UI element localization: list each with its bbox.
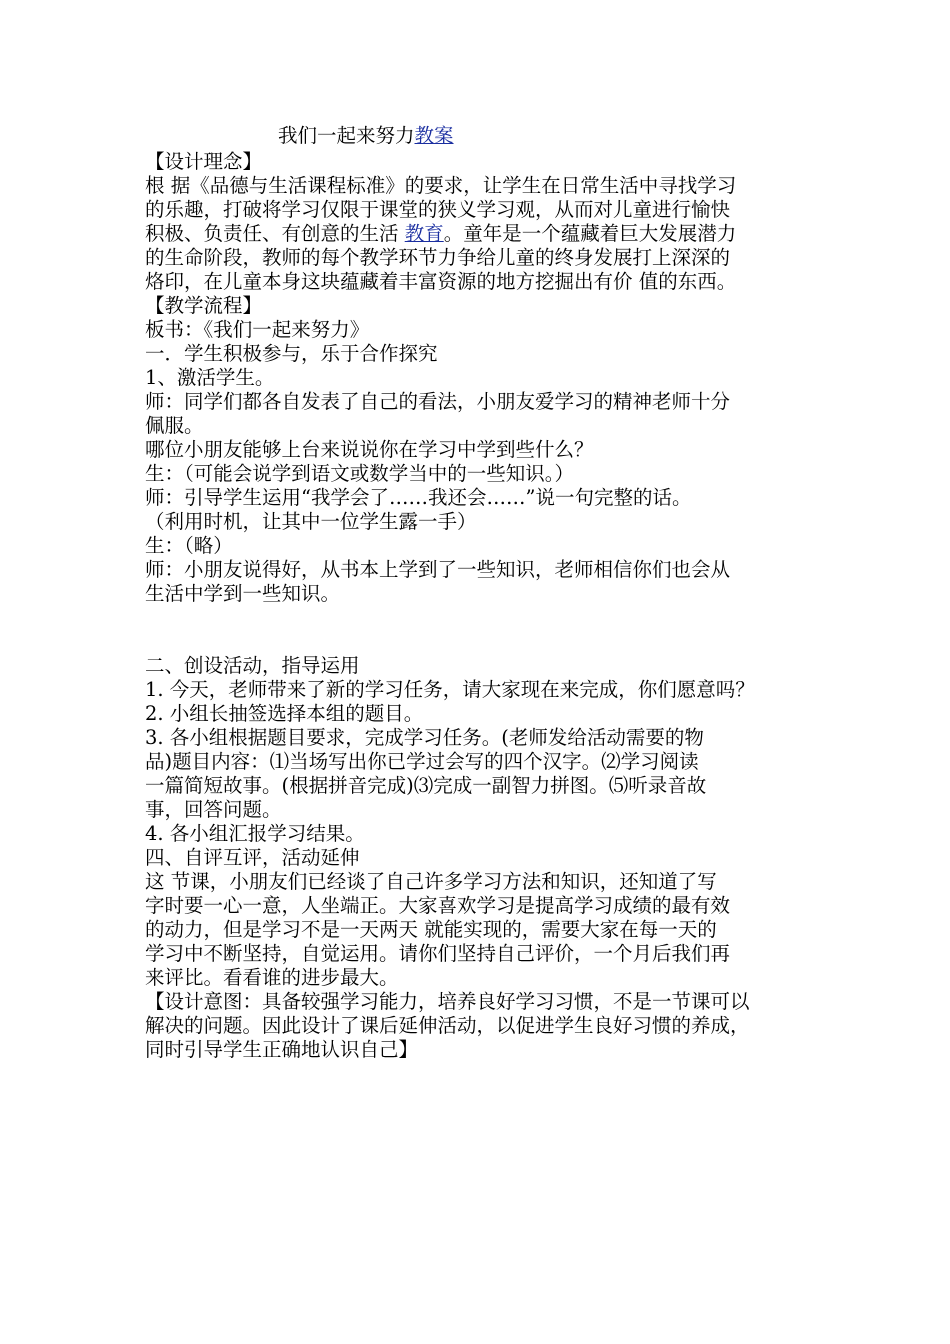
section1-line: 生：（略） — [145, 534, 233, 557]
para1-line: 的生命阶段，教师的每个教学环节力争给儿童的终身发展打上深深的 — [145, 246, 731, 269]
section2-line: 同时引导学生正确地认识自己】 — [145, 1038, 419, 1061]
section2-line: 2. 小组长抽签选择本组的题目。 — [145, 702, 424, 725]
section2-line: 的动力，但是学习不是一天两天 就能实现的，需要大家在每一天的 — [145, 918, 717, 941]
section1-line: 佩服。 — [145, 414, 204, 437]
document-title — [145, 122, 835, 150]
heading-design: 【设计理念】 — [145, 150, 263, 173]
para1-line: 的乐趣，打破将学习仅限于课堂的狭义学习观，从而对儿童进行愉快 — [145, 198, 731, 221]
title-text: 我们一起来努力 — [278, 124, 415, 147]
section2-line: 四、自评互评，活动延伸 — [145, 846, 360, 869]
para1-line3-post: 。童年是一个蕴藏着巨大发展潜力 — [443, 222, 737, 245]
section2-line: 品)题目内容：⑴当场写出你已学过会写的四个汉字。⑵学习阅读 — [145, 750, 699, 773]
document-page — [145, 122, 835, 1062]
section1-line: （利用时机，让其中一位学生露一手） — [145, 510, 477, 533]
section1-line: 1、激活学生。 — [145, 366, 275, 389]
section1-line: 生活中学到一些知识。 — [145, 582, 341, 605]
section1-line: 板书：《我们一起来努力》 — [145, 318, 370, 341]
section2-line: 1. 今天，老师带来了新的学习任务，请大家现在来完成，你们愿意吗？ — [145, 678, 755, 701]
para1-line: 烙印，在儿童本身这块蕴藏着丰富资源的地方挖掘出有价 值的东西。 — [145, 270, 737, 293]
section1-line: 师：同学们都各自发表了自己的看法，小朋友爱学习的精神老师十分 — [145, 390, 731, 413]
section2-line: 二、创设活动，指导运用 — [145, 654, 360, 677]
heading-flow: 【教学流程】 — [145, 294, 263, 317]
section1-line: 生：（可能会说学到语文或数学当中的一些知识。） — [145, 462, 575, 485]
section2-line: 字时要一心一意，人坐端正。大家喜欢学习是提高学习成绩的最有效 — [145, 894, 731, 917]
section2-line: 【设计意图：具备较强学习能力，培养良好学习习惯，不是一节课可以 — [145, 990, 750, 1013]
section2-line: 4. 各小组汇报学习结果。 — [145, 822, 365, 845]
title-link[interactable]: 教案 — [414, 124, 454, 147]
section2-line: 解决的问题。因此设计了课后延伸活动，以促进学生良好习惯的养成， — [145, 1014, 750, 1037]
section2-line: 学习中不断坚持，自觉运用。请你们坚持自己评价，一个月后我们再 — [145, 942, 731, 965]
section2-line: 一篇简短故事。(根据拼音完成)⑶完成一副智力拼图。⑸听录音故 — [145, 774, 707, 797]
para1-line: 根 据《品德与生活课程标准》的要求，让学生在日常生活中寻找学习 — [145, 174, 737, 197]
section1-line: 师：引导学生运用“我学会了……我还会……”说一句完整的话。 — [145, 486, 692, 509]
para1-line3-pre: 积极、负责任、有创意的生活 — [145, 222, 405, 245]
section2-line: 3. 各小组根据题目要求，完成学习任务。(老师发给活动需要的物 — [145, 726, 704, 749]
section1-line: 一．学生积极参与，乐于合作探究 — [145, 342, 438, 365]
section1-line: 师：小朋友说得好，从书本上学到了一些知识，老师相信你们也会从 — [145, 558, 731, 581]
para1-line-with-link — [145, 222, 835, 246]
section2-line: 事，回答问题。 — [145, 798, 282, 821]
education-link[interactable]: 教育 — [404, 222, 444, 245]
section2-line: 来评比。看看谁的进步最大。 — [145, 966, 399, 989]
blank-space — [145, 606, 835, 654]
section1-line: 哪位小朋友能够上台来说说你在学习中学到些什么？ — [145, 438, 594, 461]
section2-line: 这 节课，小朋友们已经谈了自己许多学习方法和知识，还知道了写 — [145, 870, 717, 893]
